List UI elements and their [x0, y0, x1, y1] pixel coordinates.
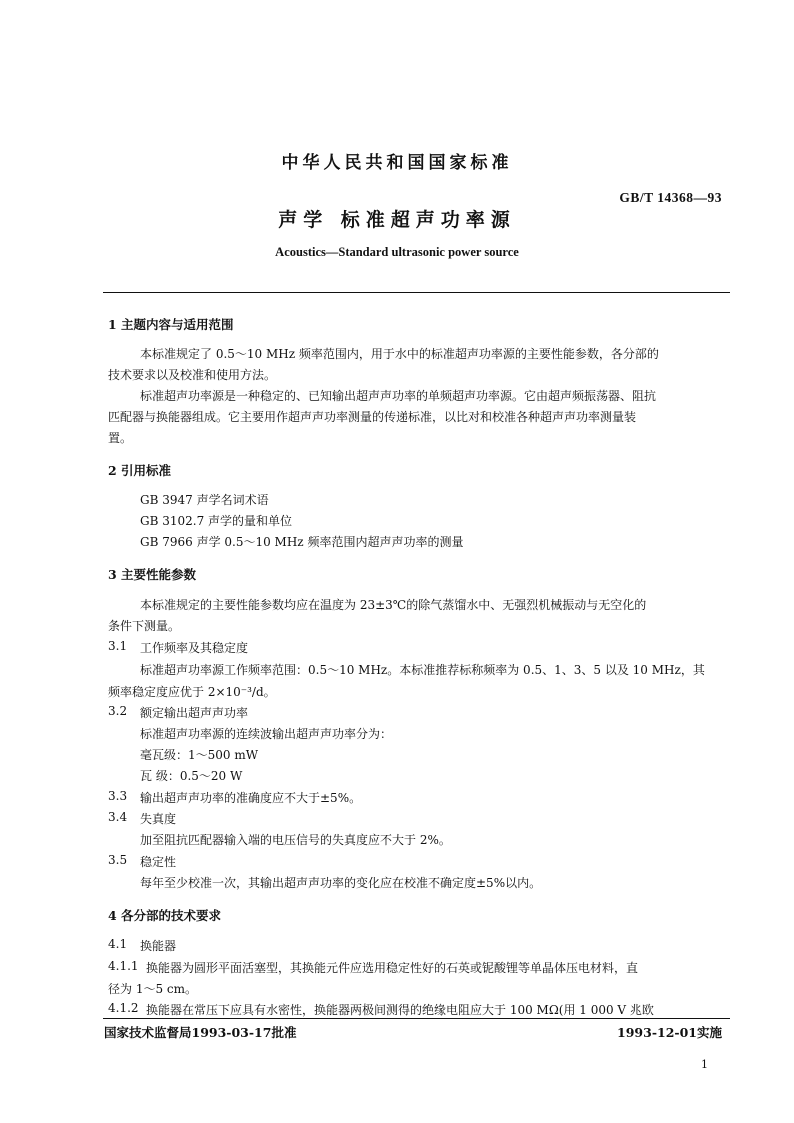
clause-text: 瓦 级：0.5～20 W: [140, 769, 243, 783]
reference-item: GB 7966 声学 0.5～10 MHz 频率范围内超声声功率的测量: [140, 535, 464, 549]
reference-item: GB 3947 声学名词术语: [140, 493, 269, 507]
standard-code: GB/T 14368—93: [619, 190, 722, 205]
clause-title: 稳定性: [140, 855, 177, 869]
clause-title: 工作频率及其稳定度: [140, 641, 249, 655]
section-1-text: 标准超声功率源是一种稳定的、已知输出超声声功率的单频超声功率源。它由超声频振荡器、阻抗: [140, 389, 657, 403]
section-3-text: 本标准规定的主要性能参数均应在温度为 23±3℃的除气蒸馏水中、无强烈机械振动与无空化的: [140, 598, 647, 612]
clause-text: 标准超声功率源的连续波输出超声声功率分为：: [140, 727, 393, 741]
section-3-heading: 3 主要性能参数: [108, 567, 197, 582]
approval-date: 国家技术监督局1993-03-17批准: [104, 1025, 297, 1040]
clause-title: 失真度: [140, 812, 177, 826]
english-title: Acoustics—Standard ultrasonic power source: [275, 245, 519, 259]
document-title: 声学 标准超声功率源: [278, 209, 516, 231]
section-1-text: 置。: [108, 431, 133, 445]
section-1-text: 本标准规定了 0.5～10 MHz 频率范围内，用于水中的标准超声功率源的主要性能参数，各分部的: [140, 347, 659, 361]
section-1-heading: 1 主题内容与适用范围: [108, 317, 234, 332]
clause-number: 4.1.2: [108, 1001, 139, 1015]
clause-title: 额定输出超声声功率: [140, 706, 249, 720]
clause-text: 标准超声功率源工作频率范围：0.5～10 MHz。本标准推荐标称频率为 0.5、1、3、5 以及 10 MHz，其: [140, 663, 705, 677]
clause-text: 径为 1～5 cm。: [108, 982, 197, 996]
clause-text: 每年至少校准一次，其输出超声声功率的变化应在校准不确定度±5%以内。: [140, 876, 542, 890]
section-1-text: 匹配器与换能器组成。它主要用作超声声功率测量的传递标准，以比对和校准各种超声声功率测量装: [108, 410, 637, 424]
clause-number: 3.5: [108, 853, 128, 867]
clause-number: 3.2: [108, 704, 128, 718]
standard-category-title: 中华人民共和国国家标准: [281, 153, 513, 173]
reference-item: GB 3102.7 声学的量和单位: [140, 514, 293, 528]
clause-title: 输出超声声功率的准确度应不大于±5%。: [140, 791, 362, 805]
clause-number: 3.1: [108, 639, 128, 653]
clause-text: 毫瓦级：1～500 mW: [140, 748, 259, 762]
header-divider: [103, 292, 730, 293]
clause-text: 加至阻抗匹配器输入端的电压信号的失真度应不大于 2%。: [140, 833, 451, 847]
clause-number: 4.1: [108, 937, 128, 951]
section-2-heading: 2 引用标准: [108, 463, 172, 478]
section-4-heading: 4 各分部的技术要求: [108, 908, 222, 923]
footer-divider: [103, 1018, 730, 1019]
clause-number: 3.3: [108, 789, 128, 803]
page-number: 1: [701, 1058, 708, 1071]
section-3-text: 条件下测量。: [108, 619, 181, 633]
clause-title: 换能器: [140, 939, 177, 953]
clause-text: 换能器为圆形平面活塞型，其换能元件应选用稳定性好的石英或铌酸锂等单晶体压电材料，直: [146, 961, 639, 975]
section-1-text: 技术要求以及校准和使用方法。: [108, 368, 277, 382]
implementation-date: 1993-12-01实施: [617, 1025, 722, 1040]
clause-text: 频率稳定度应优于 2×10⁻³/d。: [108, 685, 276, 699]
clause-number: 3.4: [108, 810, 128, 824]
clause-number: 4.1.1: [108, 959, 139, 973]
clause-text: 换能器在常压下应具有水密性，换能器两极间测得的绝缘电阻应大于 100 MΩ(用 1 000 V 兆欧: [146, 1003, 654, 1017]
